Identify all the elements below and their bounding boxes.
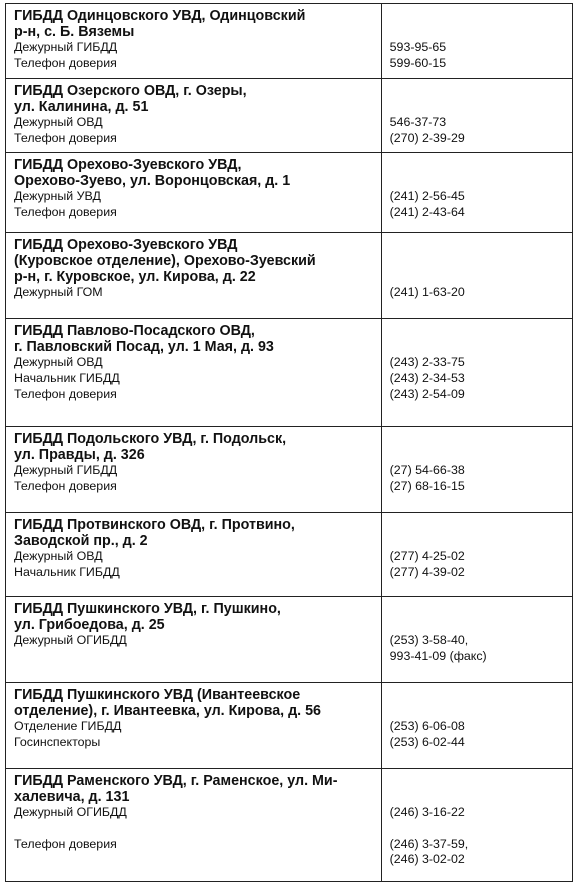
contact-label: Телефон доверия (14, 55, 117, 70)
contact-label: Дежурный ГОМ (14, 285, 103, 299)
entry-title-line: ГИБДД Орехово-Зуевского УВД (14, 237, 238, 253)
entry-title-line: ГИБДД Пушкинского УВД, г. Пушкино, (14, 601, 281, 617)
directory-entry (6, 79, 573, 153)
phone-number: 593-95-65 (389, 40, 447, 54)
spacer (390, 173, 564, 189)
contact-label: Дежурный ОГИБДД (14, 633, 127, 647)
phone-number: (27) 54-66-38 (389, 463, 465, 477)
entry-title-line: ГИБДД Пушкинского УВД (Ивантеевское (14, 687, 301, 703)
entry-info-cell (6, 153, 382, 233)
phone-number: (246) 3-02-02 (389, 852, 465, 867)
entry-phone-cell (381, 597, 572, 683)
phone-number: (241) 1-63-20 (389, 285, 465, 299)
entry-title-line: р-н, г. Куровское, ул. Кирова, д. 22 (14, 269, 256, 285)
directory-entry (6, 427, 573, 513)
spacer (390, 517, 564, 533)
contact-label: Дежурный ОВД (14, 115, 103, 129)
contact-label: Дежурный ГИБДД (14, 463, 118, 477)
contact-label: Дежурный УВД (14, 189, 101, 203)
spacer (390, 83, 564, 99)
entry-phone-cell (381, 769, 572, 882)
phone-number: (241) 2-43-64 (389, 204, 465, 219)
contact-label: Телефон доверия (14, 204, 117, 219)
entry-title-line: ГИБДД Одинцовского УВД, Одинцовский (14, 8, 306, 24)
phone-number: (27) 68-16-15 (389, 478, 465, 493)
entry-info-cell (6, 79, 382, 153)
contact-label: Начальник ГИБДД (14, 370, 120, 385)
contact-label: Дежурный ГИБДД (14, 40, 118, 54)
entry-info-cell (6, 769, 382, 882)
entry-phone-cell (381, 153, 572, 233)
entry-phone-cell (381, 427, 572, 513)
directory-entry (6, 153, 573, 233)
phone-number: (253) 3-58-40, (389, 633, 469, 647)
spacer (390, 821, 564, 837)
entry-info-cell (6, 4, 382, 79)
spacer (390, 253, 564, 269)
entry-title-line: г. Павловский Посад, ул. 1 Мая, д. 93 (14, 339, 274, 355)
entry-info-cell (6, 319, 382, 427)
entry-title-line: ГИБДД Орехово-Зуевского УВД, (14, 157, 242, 173)
entry-title-line: ул. Грибоедова, д. 25 (14, 617, 165, 633)
entry-title-line: халевича, д. 131 (14, 789, 130, 805)
entry-title-line: ГИБДД Протвинского ОВД, г. Протвино, (14, 517, 295, 533)
entry-phone-cell (381, 233, 572, 319)
phone-number: (253) 6-06-08 (389, 719, 465, 733)
directory-entry (6, 513, 573, 597)
entry-title-line: отделение), г. Ивантеевка, ул. Кирова, д. 56 (14, 703, 322, 719)
spacer (390, 24, 564, 40)
spacer (390, 703, 564, 719)
spacer (390, 323, 564, 339)
spacer (390, 617, 564, 633)
entry-info-cell (6, 683, 382, 769)
contact-label: Телефон доверия (14, 836, 117, 851)
entry-info-cell (6, 233, 382, 319)
directory-rows (6, 4, 573, 882)
directory-entry (6, 319, 573, 427)
entry-info-cell (6, 513, 382, 597)
spacer (390, 8, 564, 24)
entry-info-cell (6, 597, 382, 683)
contact-label: Дежурный ОГИБДД (14, 805, 127, 819)
entry-info-cell (6, 427, 382, 513)
phone-number: (246) 3-37-59, (389, 836, 469, 851)
entry-phone-cell (381, 79, 572, 153)
spacer (390, 789, 564, 805)
spacer (14, 821, 373, 837)
phone-number: (246) 3-16-22 (389, 805, 465, 819)
directory-entry (6, 683, 573, 769)
phone-number: 993-41-09 (факс) (389, 648, 487, 663)
spacer (390, 533, 564, 549)
contact-label: Начальник ГИБДД (14, 564, 120, 579)
directory-entry (6, 769, 573, 882)
contact-label: Дежурный ОВД (14, 549, 103, 563)
entry-title-line: Заводской пр., д. 2 (14, 533, 148, 549)
contact-label: Телефон доверия (14, 386, 117, 401)
phone-number: (253) 6-02-44 (389, 734, 465, 749)
spacer (390, 339, 564, 355)
entry-title-line: ул. Калинина, д. 51 (14, 99, 149, 115)
entry-phone-cell (381, 683, 572, 769)
phone-number: (277) 4-39-02 (389, 564, 465, 579)
entry-phone-cell (381, 319, 572, 427)
phone-number: 599-60-15 (389, 55, 447, 70)
spacer (390, 601, 564, 617)
entry-title-line: ГИБДД Подольского УВД, г. Подольск, (14, 431, 287, 447)
entry-title-line: ГИБДД Раменского УВД, г. Раменское, ул. Ми- (14, 773, 338, 789)
spacer (390, 687, 564, 703)
contact-label: Дежурный ОВД (14, 355, 103, 369)
contact-label: Отделение ГИБДД (14, 719, 122, 733)
phone-number: 546-37-73 (389, 115, 447, 129)
spacer (390, 157, 564, 173)
entry-title-line: ГИБДД Павлово-Посадского ОВД, (14, 323, 255, 339)
phone-number: (243) 2-54-09 (389, 386, 465, 401)
directory-table (5, 3, 573, 882)
spacer (390, 447, 564, 463)
entry-title-line: Орехово-Зуево, ул. Воронцовская, д. 1 (14, 173, 291, 189)
phone-number: (277) 4-25-02 (389, 549, 465, 563)
contact-label: Телефон доверия (14, 130, 117, 145)
spacer (390, 431, 564, 447)
entry-title-line: (Куровское отделение), Орехово-Зуевский (14, 253, 316, 269)
spacer (390, 773, 564, 789)
entry-title-line: ул. Правды, д. 326 (14, 447, 145, 463)
phone-number: (243) 2-34-53 (389, 370, 465, 385)
spacer (390, 237, 564, 253)
entry-title-line: р-н, с. Б. Вяземы (14, 24, 135, 40)
directory-entry (6, 4, 573, 79)
spacer (390, 269, 564, 285)
contact-label: Телефон доверия (14, 478, 117, 493)
phone-number: (241) 2-56-45 (389, 189, 465, 203)
entry-phone-cell (381, 513, 572, 597)
entry-phone-cell (381, 4, 572, 79)
spacer (390, 99, 564, 115)
directory-entry (6, 597, 573, 683)
directory-entry (6, 233, 573, 319)
phone-number: (270) 2-39-29 (389, 130, 465, 145)
entry-title-line: ГИБДД Озерского ОВД, г. Озеры, (14, 83, 247, 99)
phone-number: (243) 2-33-75 (389, 355, 465, 369)
contact-label: Госинспекторы (14, 734, 101, 749)
